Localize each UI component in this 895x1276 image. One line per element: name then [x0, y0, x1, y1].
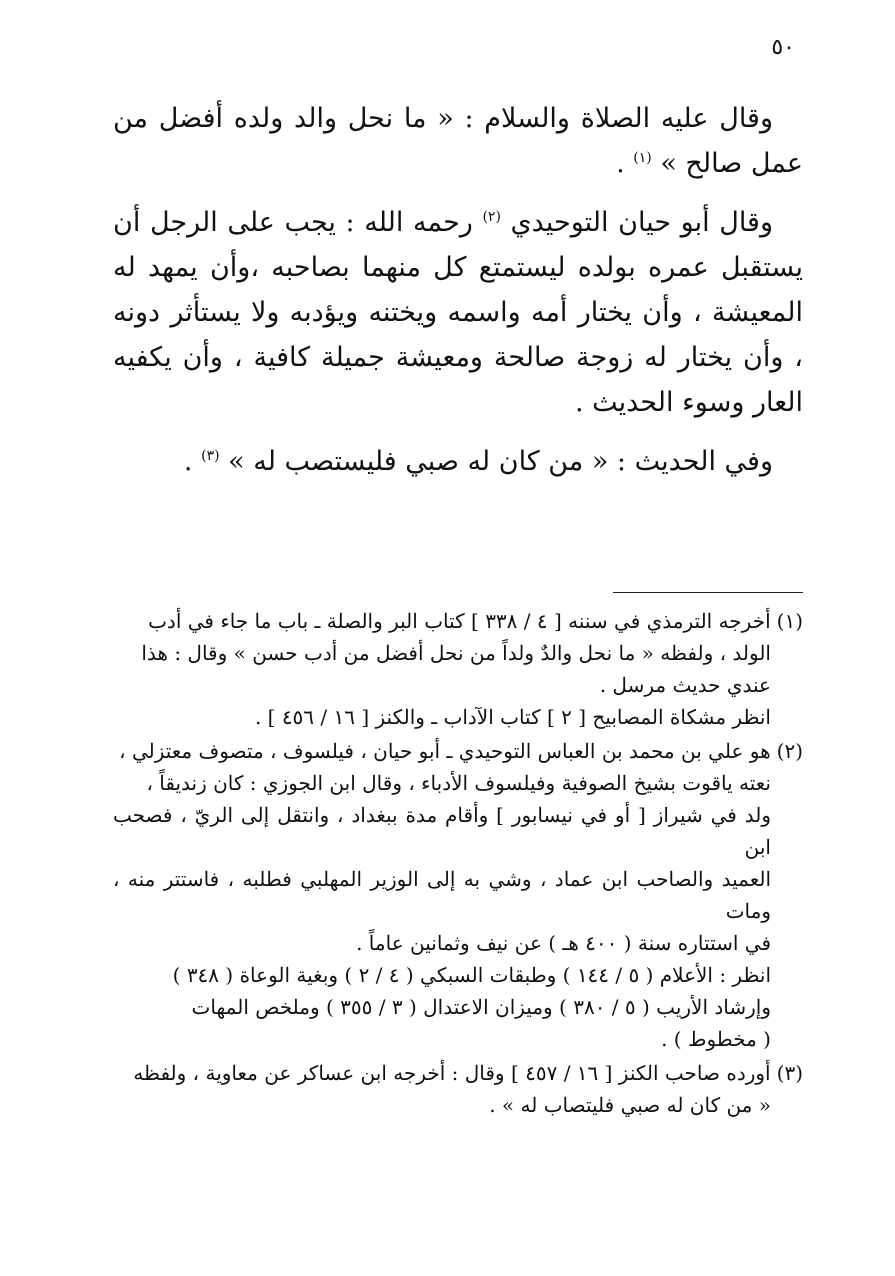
footnote-number: (١)	[776, 609, 803, 633]
footnote-text: أخرجه الترمذي في سننه [ ٤ / ٣٣٨ ] كتاب البر والصلة ـ باب ما جاء في أدب	[148, 609, 771, 633]
paragraph-hadith-1	[113, 96, 803, 186]
footnote-line: في استتاره سنة ( ٤٠٠ هـ ) عن نيف وثمانين عاماً .	[356, 931, 771, 955]
footnote-3	[113, 1057, 803, 1121]
footnote-number: (٢)	[776, 739, 803, 763]
footnote-text: هو علي بن محمد بن العباس التوحيدي ـ أبو حيان ، فيلسوف ، متصوف معتزلي ،	[119, 739, 771, 763]
footnote-line: العميد والصاحب ابن عماد ، وشي به إلى الوزير المهلبي فطلبه ، فاستتر منه ، ومات	[113, 867, 771, 923]
footnote-marker: (١)	[633, 150, 652, 166]
footnote-divider	[613, 592, 803, 593]
footnote-line: نعته ياقوت بشيخ الصوفية وفيلسوف الأدباء ، وقال ابن الجوزي : كان زنديقاً ،	[146, 771, 771, 795]
footnote-marker: (٣)	[201, 448, 220, 464]
footnote-line: وإرشاد الأريب ( ٥ / ٣٨٠ ) وميزان الاعتدال ( ٣ / ٣٥٥ ) وملخص المهات	[191, 995, 771, 1019]
paragraph-text: وفي الحديث : « من كان له صبي فليستصب له »	[228, 446, 773, 477]
paragraph-text: وقال أبو حيان التوحيدي	[510, 207, 773, 238]
footnotes-section	[113, 605, 803, 1123]
footnote-1	[113, 605, 803, 733]
paragraph-end-period: .	[183, 446, 193, 477]
footnote-line: ( مخطوط ) .	[661, 1027, 771, 1051]
paragraph-text: رحمه الله : يجب على الرجل أن يستقبل عمره بولده ليستمتع كل منهما بصاحبه ،وأن يمهد له المعيشة ، وأن يختار أمه واسمه ويختنه ويؤدبه ولا يستأثر دونه ، وأن يختار له زوجة صالحة ومعيشة جميلة كافية ، وأن يكفيه العار وسوء الحديث .	[113, 207, 803, 418]
paragraph-hadith-2	[113, 439, 803, 484]
page-number: ٥٠	[771, 35, 795, 60]
paragraph-tawhidi	[113, 200, 803, 425]
footnote-line: « من كان له صبي فليتصاب له » .	[489, 1093, 771, 1117]
footnote-line	[113, 605, 803, 637]
paragraph-text: وقال عليه الصلاة والسلام : « ما نحل والد ولده أفضل من عمل صالح »	[113, 103, 803, 179]
main-text	[113, 96, 803, 484]
footnote-2	[113, 735, 803, 1055]
footnote-line: الولد ، ولفظه « ما نحل والدٌ ولداً من نحل أفضل من أدب حسن » وقال : هذا	[141, 641, 771, 665]
footnote-line: عندي حديث مرسل .	[599, 673, 771, 697]
footnote-number: (٣)	[776, 1061, 803, 1085]
footnote-line	[113, 1057, 803, 1089]
footnote-line: انظر مشكاة المصابيح [ ٢ ] كتاب الآداب ـ والكنز [ ١٦ / ٤٥٦ ] .	[254, 705, 771, 729]
footnote-line: انظر : الأعلام ( ٥ / ١٤٤ ) وطبقات السبكي ( ٤ / ٢ ) وبغية الوعاة ( ٣٤٨ )	[172, 963, 771, 987]
paragraph-end-period: .	[616, 148, 625, 179]
footnote-line: ولد في شيراز [ أو في نيسابور ] وأقام مدة ببغداد ، وانتقل إلى الريّ ، فصحب ابن	[113, 803, 771, 859]
footnote-line	[113, 735, 803, 767]
footnote-marker: (٢)	[482, 209, 501, 225]
footnote-text: أورده صاحب الكنز [ ١٦ / ٤٥٧ ] وقال : أخرجه ابن عساكر عن معاوية ، ولفظه	[133, 1061, 771, 1085]
